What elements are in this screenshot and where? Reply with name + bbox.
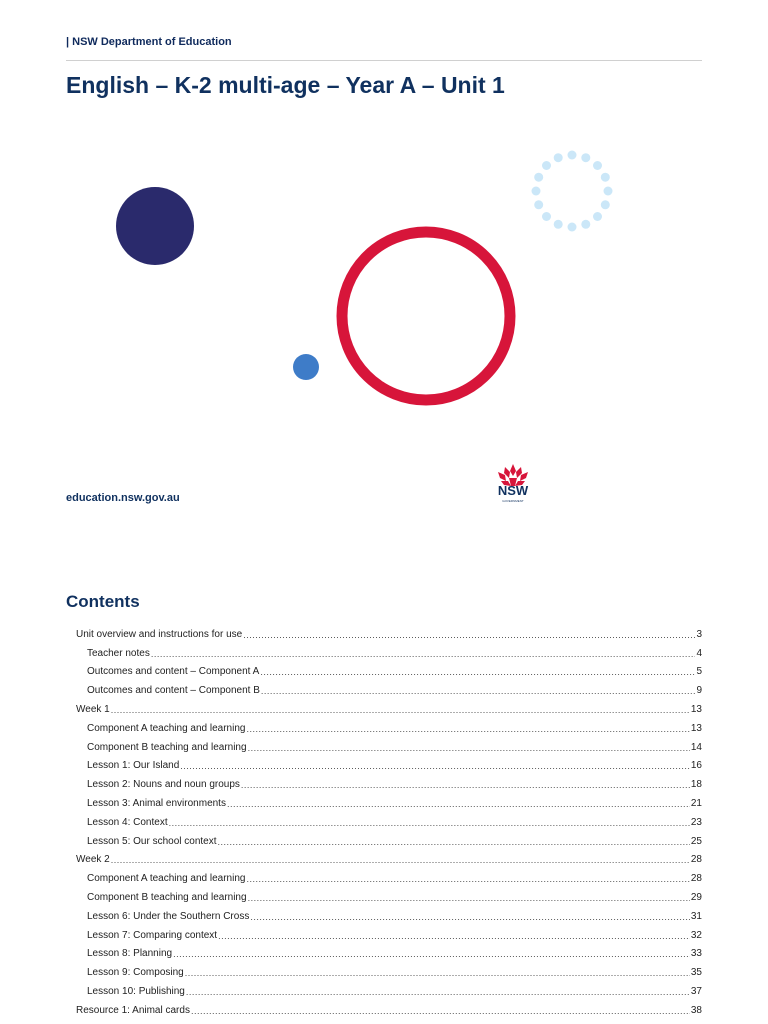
toc-leader-dots <box>248 893 690 903</box>
toc-entry[interactable] <box>66 715 702 734</box>
toc-entry-label: Week 2 <box>76 854 110 866</box>
ring-dot <box>593 212 602 221</box>
toc-entry[interactable] <box>66 903 702 922</box>
document-title: English – K-2 multi-age – Year A – Unit 1 <box>66 72 505 98</box>
toc-entry-label: Component B teaching and learning <box>87 741 247 753</box>
department-name: | NSW Department of Education <box>66 36 232 48</box>
logo-wordmark: NSW <box>497 483 529 498</box>
ring-dot <box>604 187 613 196</box>
toc-entry[interactable] <box>66 847 702 866</box>
toc-entry-page: 13 <box>690 722 702 734</box>
ring-dot <box>601 200 610 209</box>
toc-entry[interactable] <box>66 884 702 903</box>
toc-leader-dots <box>260 667 695 677</box>
website-url: education.nsw.gov.au <box>66 492 180 504</box>
ring-dot <box>601 173 610 182</box>
ring-dot <box>581 220 590 229</box>
toc-leader-dots <box>111 705 690 715</box>
toc-entry-page: 28 <box>690 854 702 866</box>
toc-leader-dots <box>227 799 690 809</box>
logo-tagline: GOVERNMENT <box>502 499 524 503</box>
toc-leader-dots <box>111 855 690 865</box>
toc-entry-label: Unit overview and instructions for use <box>76 628 243 640</box>
toc-entry-page: 37 <box>690 985 702 997</box>
toc-entry[interactable] <box>66 734 702 753</box>
toc-entry-label: Component B teaching and learning <box>87 891 247 903</box>
dotted-ring <box>532 151 613 232</box>
toc-entry-page: 5 <box>696 666 702 678</box>
ring-dot <box>542 161 551 170</box>
ring-dot <box>554 153 563 162</box>
toc-leader-dots <box>218 837 690 847</box>
toc-entry[interactable] <box>66 922 702 941</box>
toc-entry-label: Lesson 8: Planning <box>87 948 173 960</box>
toc-entry[interactable] <box>66 771 702 790</box>
ring-dot <box>568 151 577 160</box>
toc-entry-label: Lesson 2: Nouns and noun groups <box>87 779 240 791</box>
toc-entry[interactable] <box>66 865 702 884</box>
toc-entry-page: 35 <box>690 967 702 979</box>
toc-entry-page: 16 <box>690 760 702 772</box>
toc-entry-page: 33 <box>690 948 702 960</box>
toc-entry[interactable] <box>66 640 702 659</box>
table-of-contents <box>66 621 702 1016</box>
toc-entry-page: 13 <box>690 703 702 715</box>
toc-entry[interactable] <box>66 809 702 828</box>
toc-entry-label: Lesson 4: Context <box>87 816 168 828</box>
toc-entry-page: 23 <box>690 816 702 828</box>
toc-entry-label: Lesson 9: Composing <box>87 967 184 979</box>
toc-entry[interactable] <box>66 959 702 978</box>
toc-entry[interactable] <box>66 621 702 640</box>
toc-leader-dots <box>218 931 690 941</box>
toc-entry-page: 18 <box>690 779 702 791</box>
toc-entry[interactable] <box>66 659 702 678</box>
toc-entry[interactable] <box>66 941 702 960</box>
red-ring <box>342 232 510 400</box>
toc-entry[interactable] <box>66 978 702 997</box>
toc-leader-dots <box>186 987 690 997</box>
ring-dot <box>542 212 551 221</box>
ring-dot <box>554 220 563 229</box>
toc-leader-dots <box>248 743 690 753</box>
toc-entry-page: 25 <box>690 835 702 847</box>
cover-shapes <box>66 120 702 445</box>
toc-entry-page: 28 <box>690 873 702 885</box>
toc-entry[interactable] <box>66 828 702 847</box>
toc-entry-label: Week 1 <box>76 703 110 715</box>
toc-entry-page: 4 <box>696 647 702 659</box>
page-header <box>66 36 702 61</box>
ring-dot <box>534 200 543 209</box>
toc-entry-page: 31 <box>690 910 702 922</box>
toc-entry-label: Lesson 6: Under the Southern Cross <box>87 910 250 922</box>
ring-dot <box>532 187 541 196</box>
toc-entry-page: 3 <box>696 628 702 640</box>
toc-entry[interactable] <box>66 677 702 696</box>
ring-dot <box>593 161 602 170</box>
toc-entry-label: Component A teaching and learning <box>87 873 246 885</box>
toc-entry-label: Lesson 5: Our school context <box>87 835 217 847</box>
toc-leader-dots <box>173 949 690 959</box>
toc-entry-label: Teacher notes <box>87 647 150 659</box>
toc-entry-page: 9 <box>696 685 702 697</box>
ring-dot <box>534 173 543 182</box>
toc-leader-dots <box>180 761 690 771</box>
toc-entry-page: 14 <box>690 741 702 753</box>
toc-entry[interactable] <box>66 753 702 772</box>
toc-entry[interactable] <box>66 696 702 715</box>
toc-leader-dots <box>246 874 689 884</box>
toc-entry-label: Lesson 10: Publishing <box>87 985 185 997</box>
toc-entry-label: Lesson 7: Comparing context <box>87 929 218 941</box>
toc-entry-page: 21 <box>690 797 702 809</box>
toc-leader-dots <box>151 649 696 659</box>
toc-leader-dots <box>185 968 690 978</box>
toc-entry-label: Lesson 3: Animal environments <box>87 797 226 809</box>
nsw-government-logo <box>493 462 533 508</box>
toc-entry-page: 32 <box>690 929 702 941</box>
toc-leader-dots <box>241 780 690 790</box>
toc-entry-page: 38 <box>690 1004 702 1016</box>
toc-leader-dots <box>243 630 695 640</box>
blue-dot <box>293 354 319 380</box>
toc-entry[interactable] <box>66 997 702 1016</box>
toc-leader-dots <box>169 818 690 828</box>
toc-leader-dots <box>250 912 690 922</box>
toc-entry-label: Resource 1: Animal cards <box>76 1004 190 1016</box>
toc-leader-dots <box>246 724 689 734</box>
toc-entry-label: Lesson 1: Our Island <box>87 760 180 772</box>
ring-dot <box>568 223 577 232</box>
navy-circle <box>116 187 194 265</box>
ring-dot <box>581 153 590 162</box>
toc-entry-label: Outcomes and content – Component A <box>87 666 260 678</box>
cover-graphic <box>66 120 702 445</box>
toc-entry-label: Component A teaching and learning <box>87 722 246 734</box>
contents-heading: Contents <box>66 592 140 611</box>
toc-entry[interactable] <box>66 790 702 809</box>
toc-entry-page: 29 <box>690 891 702 903</box>
toc-entry-label: Outcomes and content – Component B <box>87 685 260 697</box>
toc-leader-dots <box>191 1006 690 1016</box>
toc-leader-dots <box>261 686 696 696</box>
